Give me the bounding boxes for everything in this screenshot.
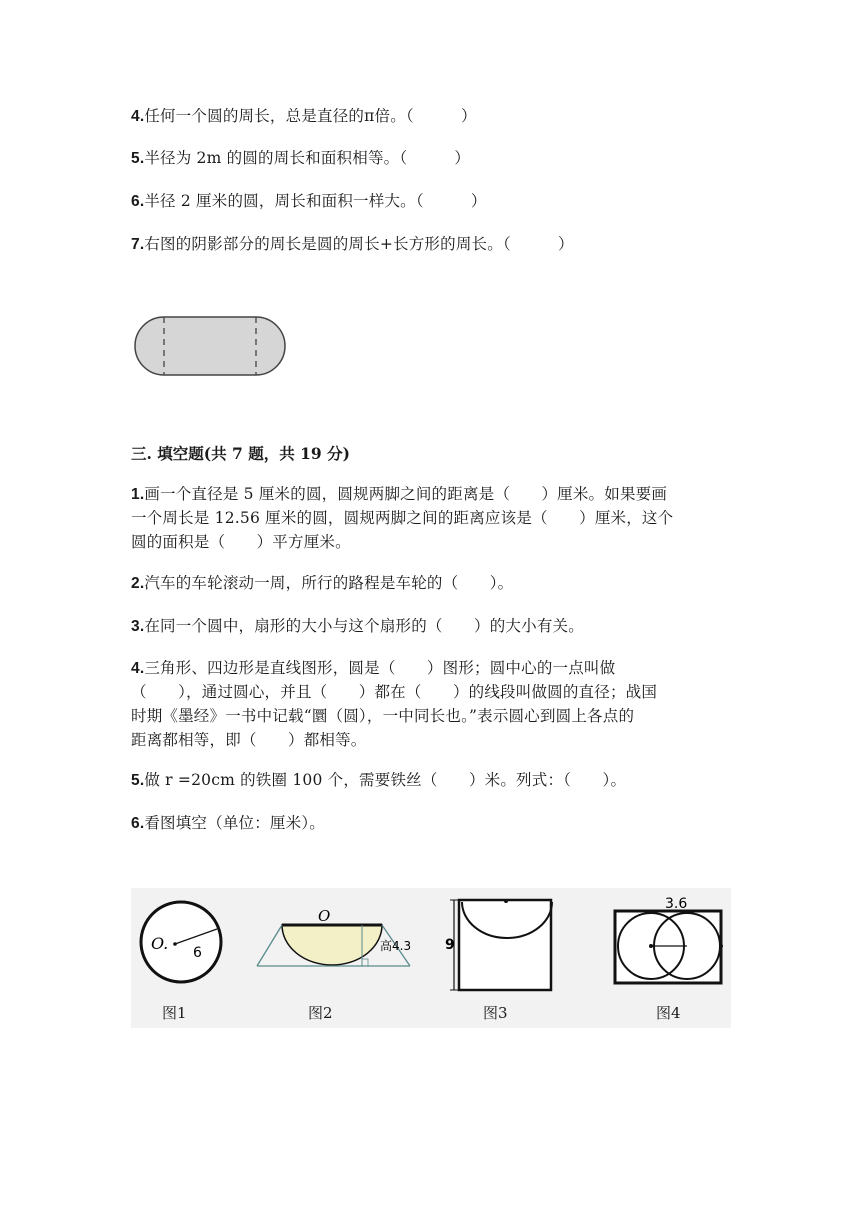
fig3-side-label: 9 [445,937,455,953]
question-number: 6. [131,193,145,210]
question-text: 汽车的车轮滚动一周，所行的路程是车轮的（ ）。 [144,574,514,592]
judgment-q7 [131,232,574,257]
section-title: 三. 填空题(共 7 题，共 19 分) [131,444,350,463]
fill-q6 [131,811,325,836]
question-number: 5. [131,772,145,789]
fig3-label: 图3 [483,1004,508,1022]
question-number: 4. [131,660,145,677]
fig4-length-label: 3.6 [665,896,688,912]
fig1-center-label: O. [151,934,169,953]
fill-q4-line1 [131,656,615,681]
capsule-figure [130,312,290,380]
fill-q1-line1 [131,482,667,507]
question-text: 三角形、四边形是直线图形，圆是（ ）图形；圆中心的一点叫做 [144,659,616,677]
judgment-q5 [131,146,470,171]
question-text: 任何一个圆的周长，总是直径的π倍。（ ） [144,107,477,125]
judgment-q4 [131,104,477,129]
fill-q4-line4: 距离都相等，即（ ）都相等。 [131,731,367,749]
question-text: 半径 2 厘米的圆，周长和面积一样大。（ ） [144,192,487,210]
question-text: 在同一个圆中，扇形的大小与这个扇形的（ ）的大小有关。 [144,617,584,635]
fill-q4-line2: （ ），通过圆心，并且（ ）都在（ ）的线段叫做圆的直径；战国 [131,683,658,701]
figure-1-circle [135,896,230,991]
question-number: 2. [131,575,145,592]
fig2-label: 图2 [308,1004,333,1022]
question-number: 1. [131,486,145,503]
question-text: 画一个直径是 5 厘米的圆，圆规两脚之间的距离是（ ）厘米。如果要画 [144,485,668,503]
fill-q1-line3: 圆的面积是（ ）平方厘米。 [131,533,351,551]
fig2-center-label: O [318,907,331,925]
judgment-q6 [131,189,487,214]
fill-q5 [131,768,626,793]
question-text: 右图的阴影部分的周长是圆的周长+长方形的周长。（ ） [144,235,574,253]
fill-q2 [131,571,513,596]
fill-q3 [131,614,584,639]
question-text: 做 r =20cm 的铁圈 100 个，需要铁丝（ ）米。列式：（ ）。 [144,771,627,789]
fig4-label: 图4 [656,1004,681,1022]
question-text: 看图填空（单位：厘米）。 [144,814,325,832]
figure-3-square [442,892,557,994]
question-number: 3. [131,618,145,635]
figure-4-rectangle [605,893,727,993]
question-number: 5. [131,150,145,167]
question-number: 4. [131,108,145,125]
question-number: 7. [131,236,145,253]
question-number: 6. [131,815,145,832]
fig1-label: 图1 [162,1004,187,1022]
fill-q4-line3: 时期《墨经》一书中记载“圜（圆），一中同长也。”表示圆心到圆上各点的 [131,707,635,725]
question-text: 半径为 2m 的圆的周长和面积相等。（ ） [144,149,471,167]
fig1-radius-label: 6 [193,945,202,961]
figure-2-trapezoid [252,905,427,975]
fig2-height-label: 高4.3 [380,939,412,953]
fill-q1-line2: 一个周长是 12.56 厘米的圆，圆规两脚之间的距离应该是（ ）厘米，这个 [131,509,674,527]
